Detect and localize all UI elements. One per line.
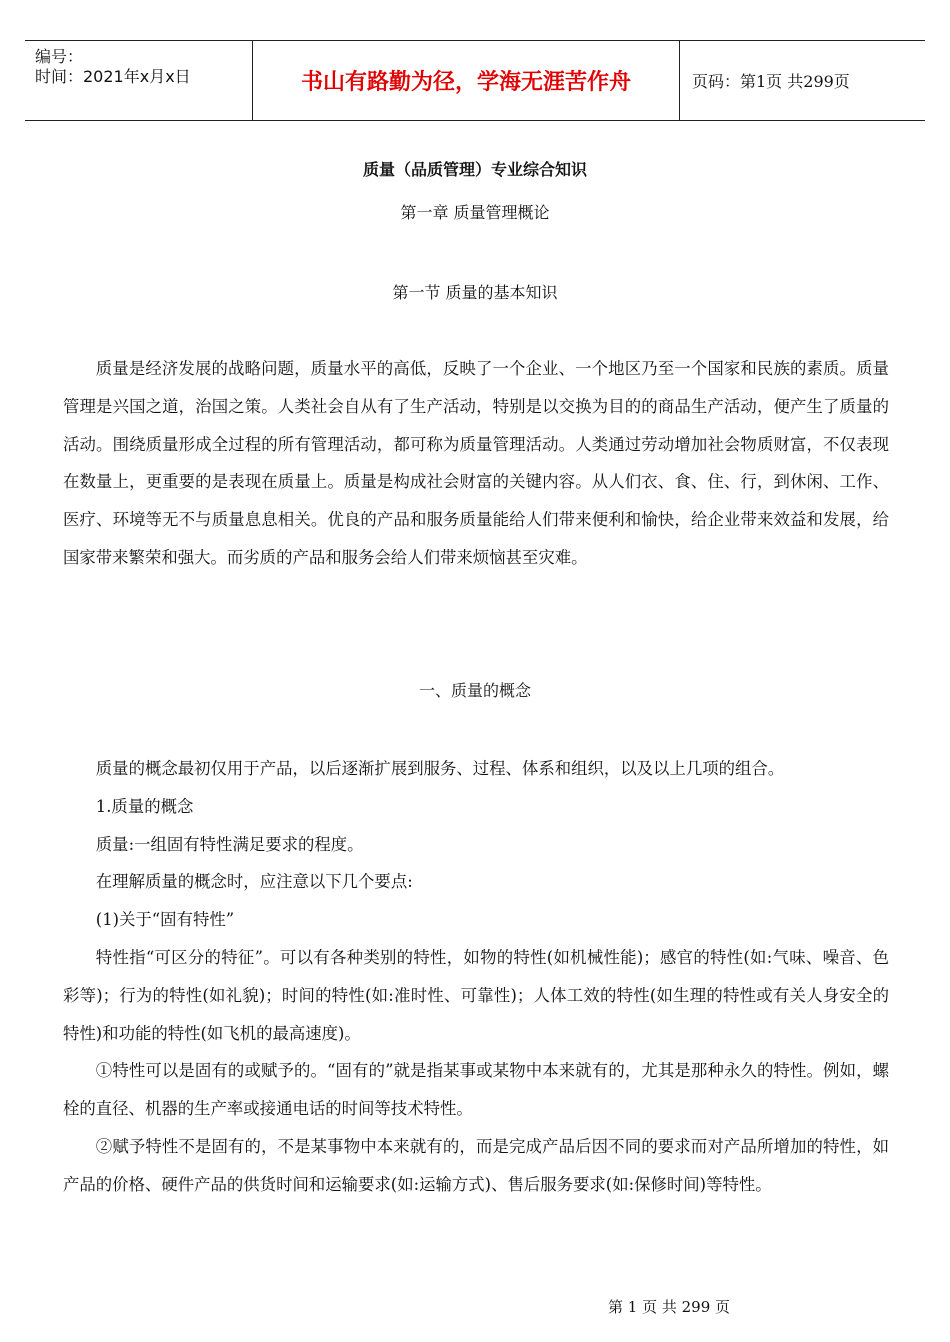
header-meta [25, 41, 253, 120]
section-heading: 第一节 质量的基本知识 [392, 283, 558, 302]
key-points-intro: 在理解质量的概念时，应注意以下几个要点: [95, 872, 413, 892]
numbered-heading: 1.质量的概念 [95, 796, 194, 816]
assigned-paragraph: ②赋予特性不是固有的，不是某事物中本来就有的，而是完成产品后因不同的要求而对产品所增加的特性，如产品的价格、硬件产品的供货时间和运输要求(如:运输方式)、售后服务要求(如:保修时间)等特性。 [63, 1136, 889, 1194]
document-number-label: 编号： [35, 47, 84, 66]
page-footer: 第 1 页 共 299 页 [608, 1298, 731, 1316]
intro-paragraph: 质量是经济发展的战略问题，质量水平的高低，反映了一个企业、一个地区乃至一个国家和民族的素质。质量管理是兴国之道，治国之策。人类社会自从有了生产活动，特别是以交换为目的的商品生产活动，便产生了质量的活动。围绕质量形成全过程的所有管理活动，都可称为质量管理活动。人类通过劳动增加社会物质财富，不仅表现在数量上，更重要的是表现在质量上。质量是构成社会财富的关键内容。从人们衣、食、住、行，到休闲、工作、医疗、环境等无不与质量息息相关。优良的产品和服务质量能给人们带来便利和愉快，给企业带来效益和发展，给国家带来繁荣和强大。而劣质的产品和服务会给人们带来烦恼甚至灾难。 [63, 359, 889, 567]
subsection-heading: 一、质量的概念 [418, 681, 531, 700]
inherent-paragraph: ①特性可以是固有的或赋予的。“固有的”就是指某事或某物中本来就有的，尤其是那种永久的特性。例如，螺栓的直径、机器的生产率或接通电话的时间等技术特性。 [63, 1061, 889, 1119]
characteristics-paragraph: 特性指“可区分的特征”。可以有各种类别的特性，如物的特性(如机械性能)；感官的特性(如:气味、噪音、色彩等)；行为的特性(如礼貌)；时间的特性(如:准时性、可靠性)；人体工效的特性(如生理的特性或有关人身安全的特性)和功能的特性(如飞机的最高速度)。 [63, 947, 889, 1043]
content-block [63, 750, 889, 1204]
definition-line: 质量:一组固有特性满足要求的程度。 [95, 834, 364, 854]
concept-paragraph: 质量的概念最初仅用于产品，以后逐渐扩展到服务、过程、体系和组织，以及以上几项的组合。 [95, 759, 785, 778]
intro-block [63, 350, 889, 577]
header-motto: 书山有路勤为径，学海无涯苦作舟 [253, 41, 680, 120]
document-title: 质量（品质管理）专业综合知识 [362, 160, 587, 179]
chapter-heading: 第一章 质量管理概论 [400, 203, 550, 222]
sub-point-heading: (1)关于“固有特性” [95, 910, 235, 930]
page-header [25, 40, 925, 121]
document-date-label: 时间：2021年x月x日 [35, 67, 191, 86]
header-page-info: 页码：第1页 共299页 [692, 72, 850, 91]
